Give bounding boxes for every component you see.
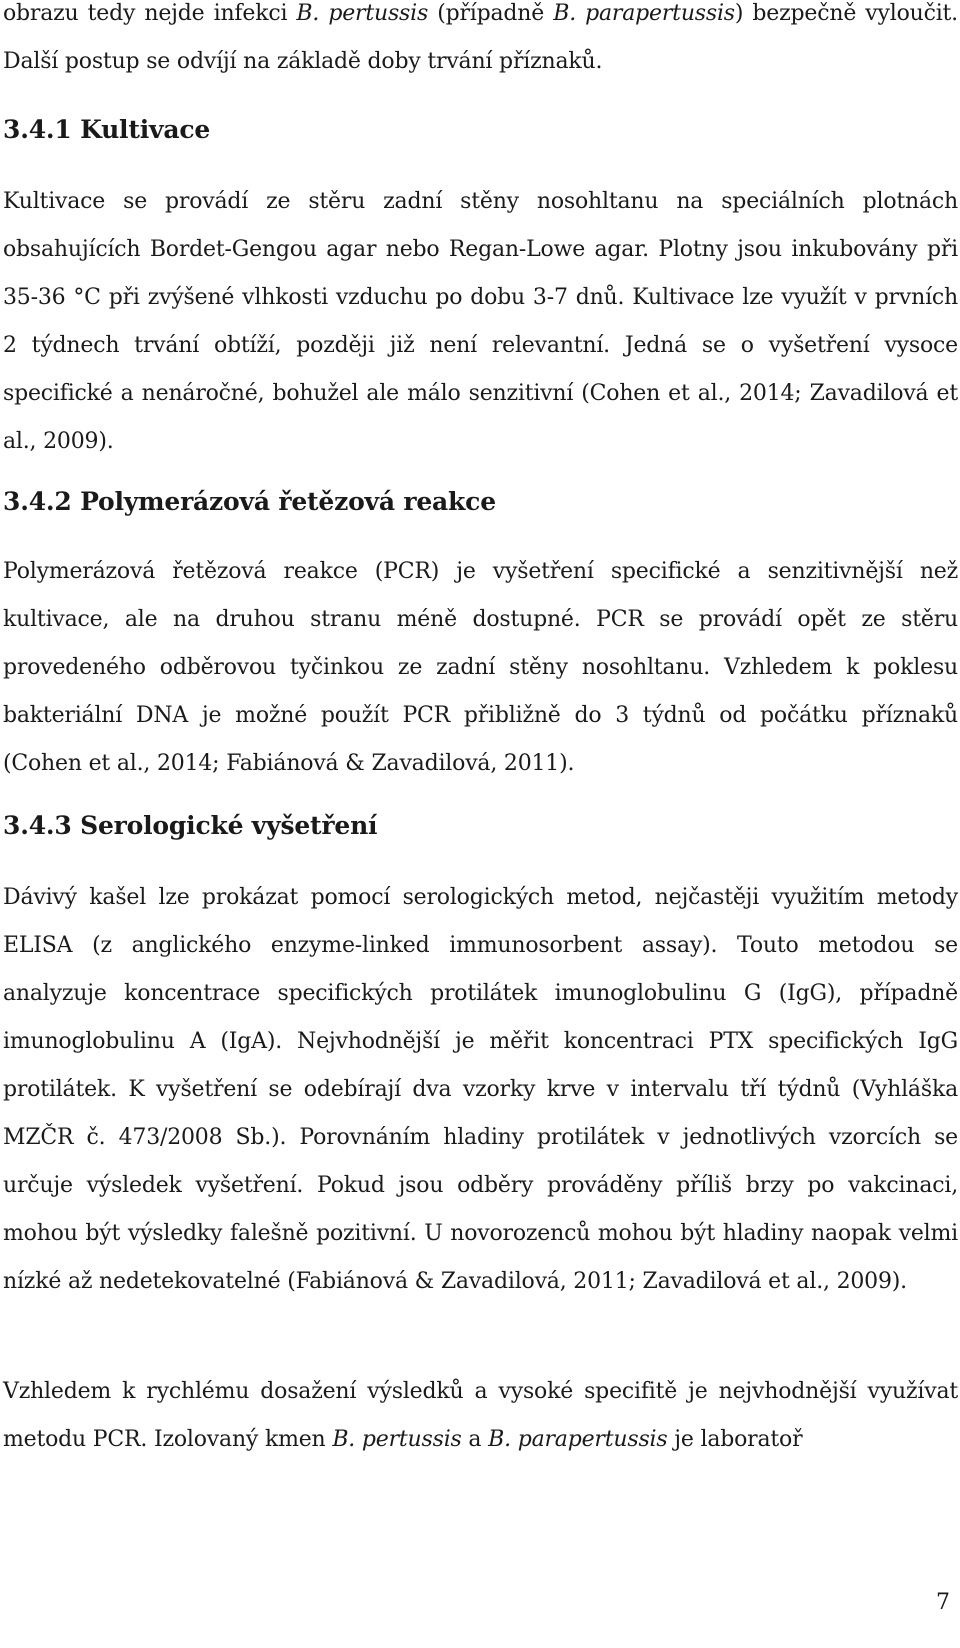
intro-paragraph: obrazu tedy nejde infekci B. pertussis (případně B. parapertussis) bezpečně vyloučit. Další postup se odvíjí na základě doby trvání příznaků. bbox=[3, 1, 958, 74]
paragraph-pcr: Polymerázová řetězová reakce (PCR) je vyšetření specifické a senzitivnější než kultivace, ale na druhou stranu méně dostupné. PCR se provádí opět ze stěru provedeného odběrovou tyčinkou ze zadní stěny nosohltanu. Vzhledem k poklesu bakteriální DNA je možné použít PCR přibližně do 3 týdnů od počátku příznaků (Cohen et al., 2014; Fabiánová & Zavadilová, 2011). bbox=[3, 559, 958, 776]
species-name: B. parapertussis bbox=[553, 1, 735, 26]
paragraph-kultivace: Kultivace se provádí ze stěru zadní stěny nosohltanu na speciálních plotnách obsahujících Bordet-Gengou agar nebo Regan-Lowe agar. Plotny jsou inkubovány při 35-36 °C při zvýšené vlhkosti vzduchu po dobu 3-7 dnů. Kultivace lze využít v prvních 2 týdnech trvání obtíží, později již není relevantní. Jedná se o vyšetření vysoce specifické a nenáročné, bohužel ale málo senzitivní (Cohen et al., 2014; Zavadilová et al., 2009). bbox=[3, 189, 958, 454]
species-name: B. pertussis bbox=[296, 1, 429, 26]
section-heading-serologie: 3.4.3 Serologické vyšetření bbox=[3, 811, 378, 840]
paragraph-serologie: Dávivý kašel lze prokázat pomocí serologických metod, nejčastěji využitím metody ELISA (z anglického enzyme-linked immunosorbent assay). Touto metodou se analyzuje koncentrace specifických protilátek imunoglobulinu G (IgG), případně imunoglobulinu A (IgA). Nejvhodnější je měřit koncentraci PTX specifických IgG protilátek. K vyšetření se odebírají dva vzorky krve v intervalu tří týdnů (Vyhláška MZČR č. 473/2008 Sb.). Porovnáním hladiny protilátek v jednotlivých vzorcích se určuje výsledek vyšetření. Pokud jsou odběry prováděny příliš brzy po vakcinaci, mohou být výsledky falešně pozitivní. U novorozenců mohou být hladiny naopak velmi nízké až nedetekovatelné (Fabiánová & Zavadilová, 2011; Zavadilová et al., 2009). bbox=[3, 885, 958, 1294]
section-heading-kultivace: 3.4.1 Kultivace bbox=[3, 115, 211, 144]
page-number: 7 bbox=[936, 1590, 950, 1615]
species-name: B. parapertussis bbox=[488, 1427, 668, 1452]
section-heading-pcr: 3.4.2 Polymerázová řetězová reakce bbox=[3, 487, 496, 516]
species-name: B. pertussis bbox=[332, 1427, 462, 1452]
closing-paragraph: Vzhledem k rychlému dosažení výsledků a vysoké specifitě je nejvhodnější využívat metodu PCR. Izolovaný kmen B. pertussis a B. parapertussis je laboratoř bbox=[3, 1379, 958, 1452]
